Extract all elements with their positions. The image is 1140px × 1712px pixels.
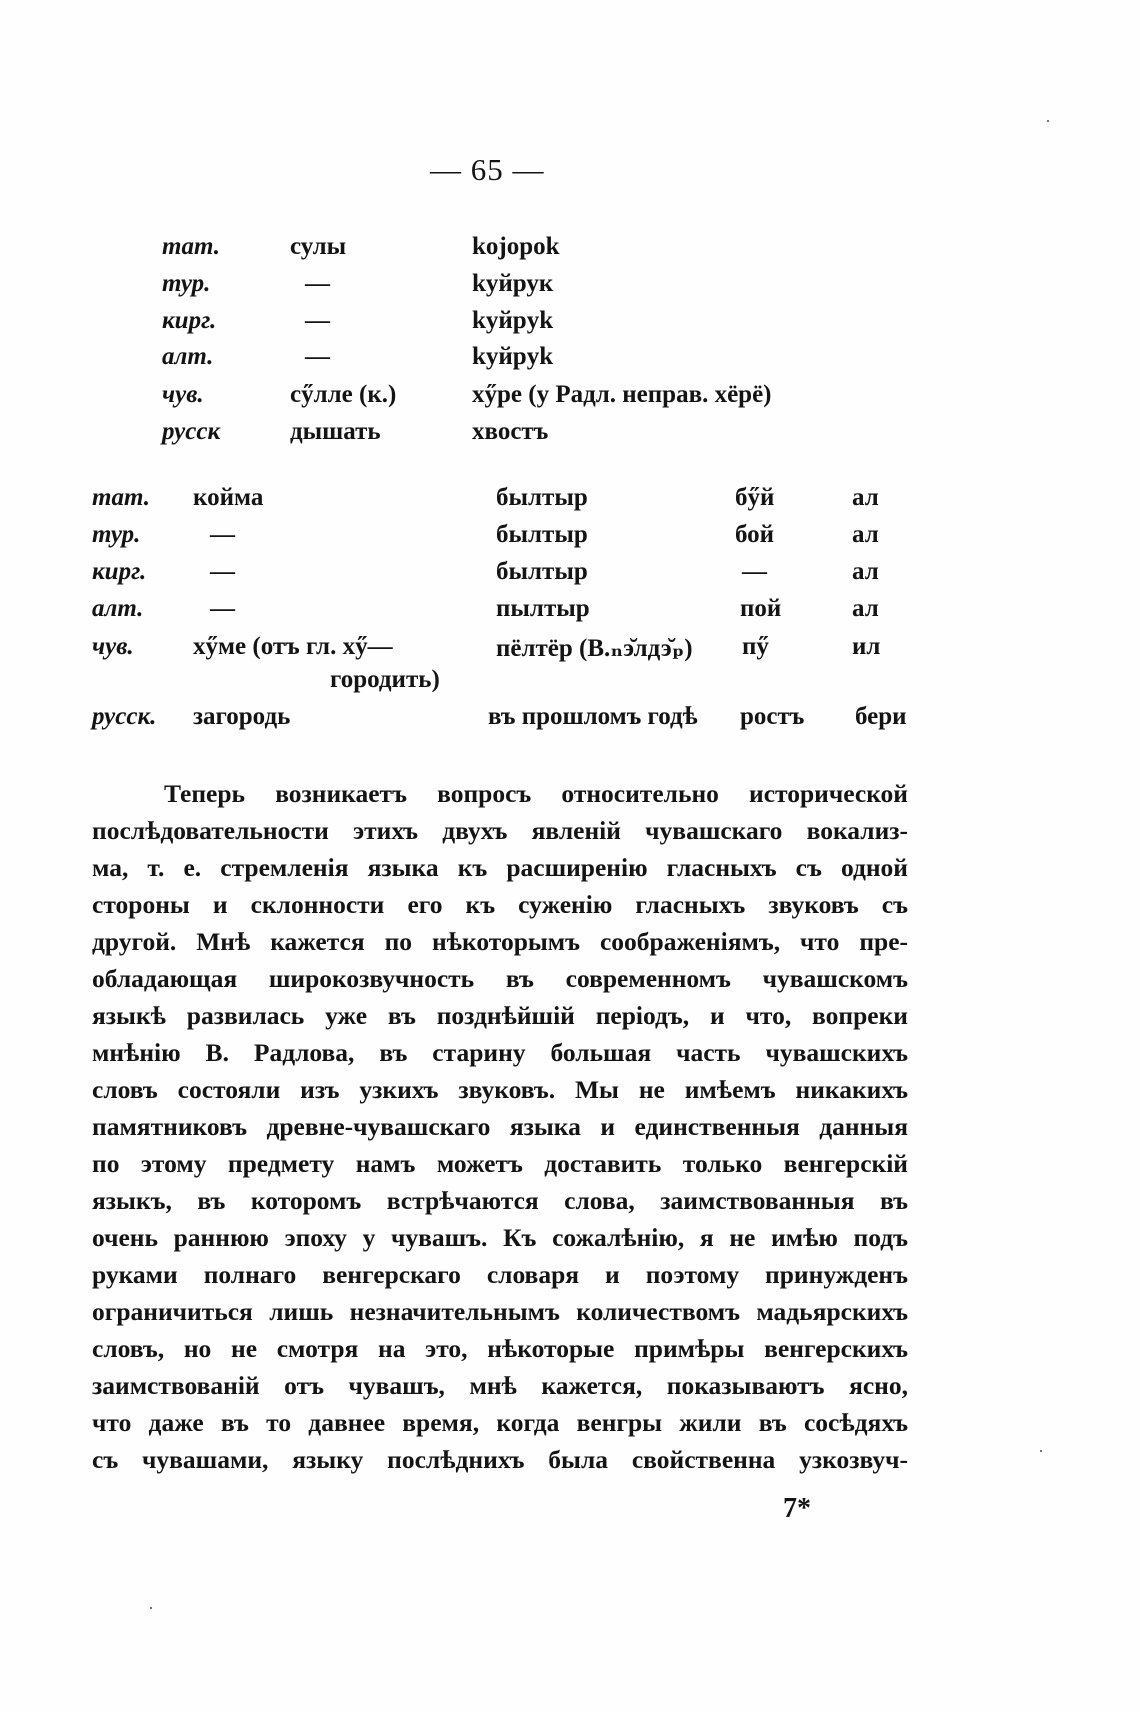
table2-lang: кирг. — [92, 558, 147, 585]
table2-cell: — — [742, 558, 767, 585]
table2-lang: чув. — [92, 633, 134, 660]
table2-cell: койма — [193, 484, 264, 511]
table2-lang: алт. — [92, 595, 144, 622]
paragraph-line: съ чувашами, языку послѣднихъ была свойственна узкозвуч- — [92, 1445, 908, 1474]
table2-cell: пёлтёр (В.ₙэ̆лдэ̆ₚ) — [496, 635, 693, 662]
table2-cell: бӳй — [735, 484, 775, 511]
table2-lang: тат. — [92, 484, 150, 511]
table2-lang: русск. — [92, 703, 157, 730]
table2-cell: бери — [855, 703, 907, 730]
table1-cell: хӳре (у Радл. неправ. хёрё) — [472, 381, 772, 408]
table2-cell: пӳ — [742, 633, 769, 660]
table1-cell: — — [305, 307, 330, 334]
paragraph-line: памятниковъ древне-чувашскаго языка и единственныя данныя — [92, 1112, 908, 1141]
table1-cell: — — [305, 270, 330, 297]
table1-cell: сулы — [290, 233, 347, 260]
table1-cell: хвостъ — [472, 418, 549, 445]
paragraph-line: мнѣнію В. Радлова, въ старину большая часть чувашскихъ — [92, 1038, 908, 1067]
table1-cell: — — [305, 343, 330, 370]
table1-lang: тат. — [162, 233, 220, 260]
table1-cell: сӳлле (к.) — [290, 381, 397, 408]
paragraph-line: что даже въ то давнее время, когда венгры жили въ сосѣдяхъ — [92, 1408, 908, 1437]
table2-cell: былтыр — [496, 558, 588, 585]
table2-cell: ростъ — [740, 703, 805, 730]
paragraph-line: по этому предмету намъ можетъ доставить только венгерскій — [92, 1149, 908, 1178]
table2-cell: ал — [852, 521, 879, 548]
table2-cell: хӳме (отъ гл. хӳ— — [193, 633, 393, 660]
paragraph-line: послѣдовательности этихъ двухъ явленій чувашскаго вокализ- — [92, 816, 908, 845]
table1-lang: чув. — [162, 381, 204, 408]
table2-cell: загородь — [193, 703, 291, 730]
scan-speck — [1047, 120, 1049, 122]
table2-cell: ил — [852, 633, 881, 660]
table2-cell: ал — [852, 595, 879, 622]
paragraph-line: очень раннюю эпоху у чувашъ. Къ сожалѣнію, я не имѣю подъ — [92, 1223, 908, 1252]
paragraph-line: обладающая широкозвучность въ современномъ чувашскомъ — [92, 964, 908, 993]
table2-cell: — — [210, 521, 235, 548]
table1-cell: дышать — [290, 418, 381, 445]
paragraph-line: языкъ, въ которомъ встрѣчаются слова, заимствованныя въ — [92, 1186, 908, 1215]
signature-mark: 7* — [783, 1493, 811, 1524]
table2-cell: былтыр — [496, 484, 588, 511]
paragraph-line: заимствованій отъ чувашъ, мнѣ кажется, показываютъ ясно, — [92, 1371, 908, 1400]
paragraph-line: словъ состояли изъ узкихъ звуковъ. Мы не имѣемъ никакихъ — [92, 1075, 908, 1104]
scan-speck — [150, 1607, 152, 1609]
table1-cell: kyйpyk — [472, 307, 554, 334]
table1-lang: алт. — [162, 343, 214, 370]
table2-cell: — — [210, 595, 235, 622]
table1-cell: kyйрук — [472, 270, 554, 297]
table2-cell: былтыр — [496, 521, 588, 548]
table2-cell: пой — [740, 595, 782, 622]
paragraph-line: другой. Мнѣ кажется по нѣкоторымъ соображеніямъ, что пре- — [92, 927, 908, 956]
table2-cell: ал — [852, 558, 879, 585]
table2-cell: бой — [735, 521, 775, 548]
table1-cell: kyйpyk — [472, 343, 554, 370]
table1-cell: kojopok — [472, 233, 560, 260]
table2-cell: ал — [852, 484, 879, 511]
scan-speck — [1040, 1450, 1042, 1452]
table1-lang: тур. — [162, 270, 211, 297]
paragraph-line: стороны и склонности его къ суженію гласныхъ звуковъ съ — [92, 890, 908, 919]
page-number: — 65 — — [430, 152, 545, 187]
table2-cell: пылтыр — [496, 595, 590, 622]
table1-lang: кирг. — [162, 307, 217, 334]
table2-cell: — — [210, 558, 235, 585]
paragraph-line: ма, т. е. стремленія языка къ расширенію гласныхъ съ одной — [92, 853, 908, 882]
paragraph-line: языкѣ развилась уже въ позднѣйшій періодъ, и что, вопреки — [92, 1001, 908, 1030]
table1-lang: русск — [162, 418, 221, 445]
table2-lang: тур. — [92, 521, 141, 548]
table2-cell: въ прошломъ годѣ — [488, 703, 698, 730]
paragraph-line: Теперь возникаетъ вопросъ относительно исторической — [164, 779, 908, 808]
table2-cell-continued: городить) — [330, 666, 440, 693]
paragraph-line: руками полнаго венгерскаго словаря и поэтому принужденъ — [92, 1260, 908, 1289]
body-paragraph — [92, 775, 908, 1478]
paragraph-line: словъ, но не смотря на это, нѣкоторые примѣры венгерскихъ — [92, 1334, 908, 1363]
paragraph-line: ограничиться лишь незначительнымъ количествомъ мадьярскихъ — [92, 1297, 908, 1326]
